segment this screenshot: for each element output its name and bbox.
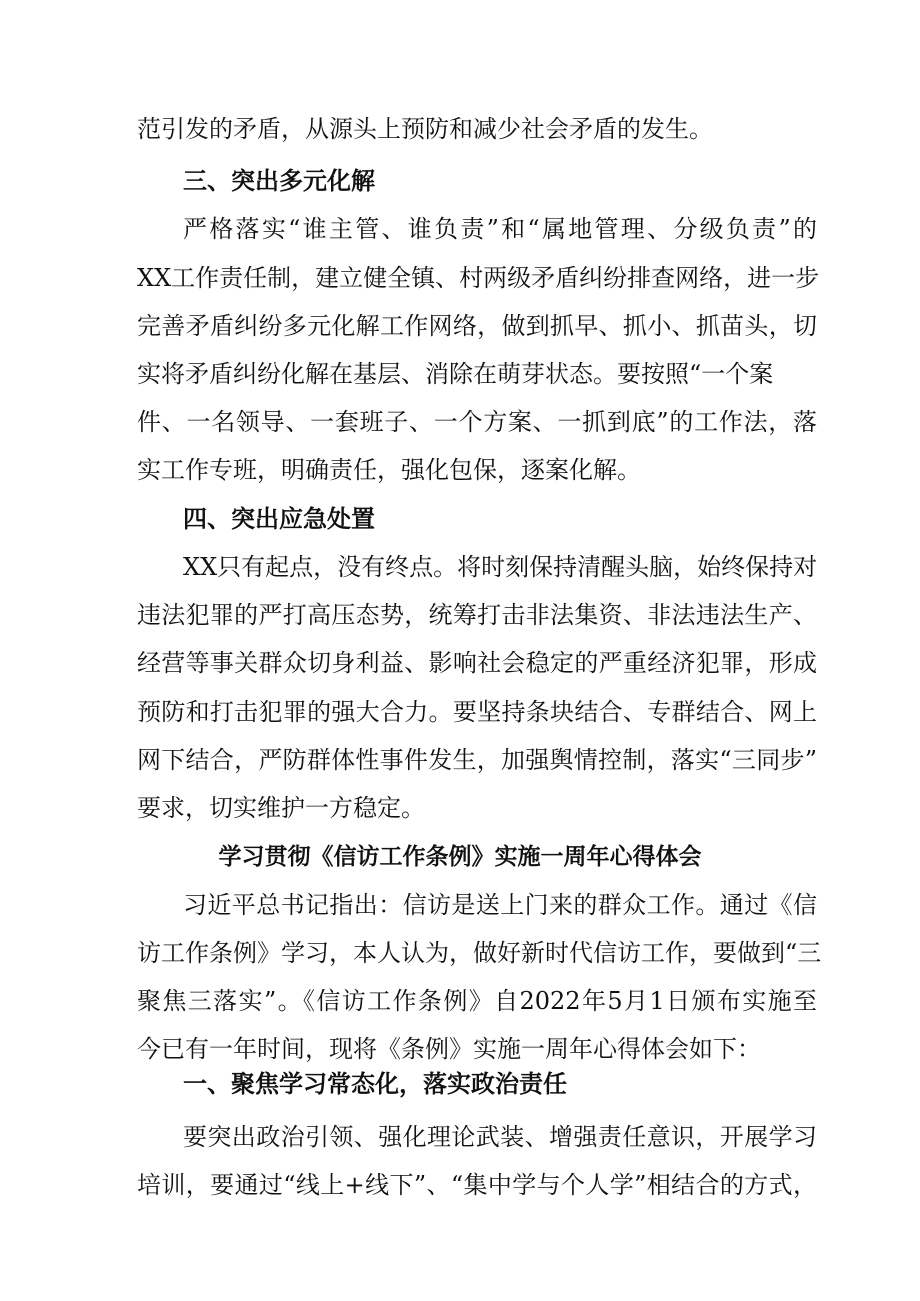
paragraph-line: 完善矛盾纠纷多元化解工作网络，做到抓早、抓小、抓苗头，切 <box>137 312 817 340</box>
paragraph-line: 范引发的矛盾，从源头上预防和减少社会矛盾的发生。 <box>137 115 713 143</box>
paragraph-line: XX只有起点，没有终点。将时刻保持清醒头脑，始终保持对 <box>183 553 818 581</box>
paragraph-line: 违法犯罪的严打高压态势，统筹打击非法集资、非法违法生产、 <box>137 601 817 629</box>
paragraph-line: 预防和打击犯罪的强大合力。要坚持条块结合、专群结合、网上 <box>137 698 817 726</box>
paragraph-line: 网下结合，严防群体性事件发生，加强舆情控制，落实“三同步” <box>137 746 817 774</box>
section-heading-4: 四、突出应急处置 <box>183 504 375 533</box>
paragraph-line: 实工作专班，明确责任，强化包保，逐案化解。 <box>137 456 641 484</box>
paragraph-line: 习近平总书记指出：信访是送上门来的群众工作。通过《信 <box>183 891 817 919</box>
paragraph-line: 培训，要通过“线上+线下”、“集中学与个人学”相结合的方式， <box>137 1171 817 1199</box>
paragraph-line: 今已有一年时间，现将《条例》实施一周年心得体会如下： <box>137 1035 761 1063</box>
paragraph-line: 聚焦三落实”。《信访工作条例》自2022年5月1日颁布实施至 <box>137 987 817 1015</box>
paragraph-line: XX工作责任制，建立健全镇、村两级矛盾纠纷排查网络，进一步 <box>137 264 820 292</box>
paragraph-line: 件、一名领导、一套班子、一个方案、一抓到底”的工作法，落 <box>137 408 817 436</box>
section-heading-1: 一、聚焦学习常态化，落实政治责任 <box>183 1069 567 1098</box>
section-heading-3: 三、突出多元化解 <box>183 166 375 195</box>
paragraph-line: 实将矛盾纠纷化解在基层、消除在萌芽状态。要按照“一个案 <box>137 360 774 388</box>
paragraph-line: 要突出政治引领、强化理论武装、增强责任意识，开展学习 <box>183 1123 817 1151</box>
paragraph-line: 要求，切实维护一方稳定。 <box>137 794 425 822</box>
paragraph-line: 访工作条例》学习，本人认为，做好新时代信访工作，要做到“三 <box>137 939 822 967</box>
document-title: 学习贯彻《信访工作条例》实施一周年心得体会 <box>218 843 702 870</box>
paragraph-line: 严格落实“谁主管、谁负责”和“属地管理、分级负责”的 <box>183 215 817 243</box>
paragraph-line: 经营等事关群众切身利益、影响社会稳定的严重经济犯罪，形成 <box>137 649 817 677</box>
